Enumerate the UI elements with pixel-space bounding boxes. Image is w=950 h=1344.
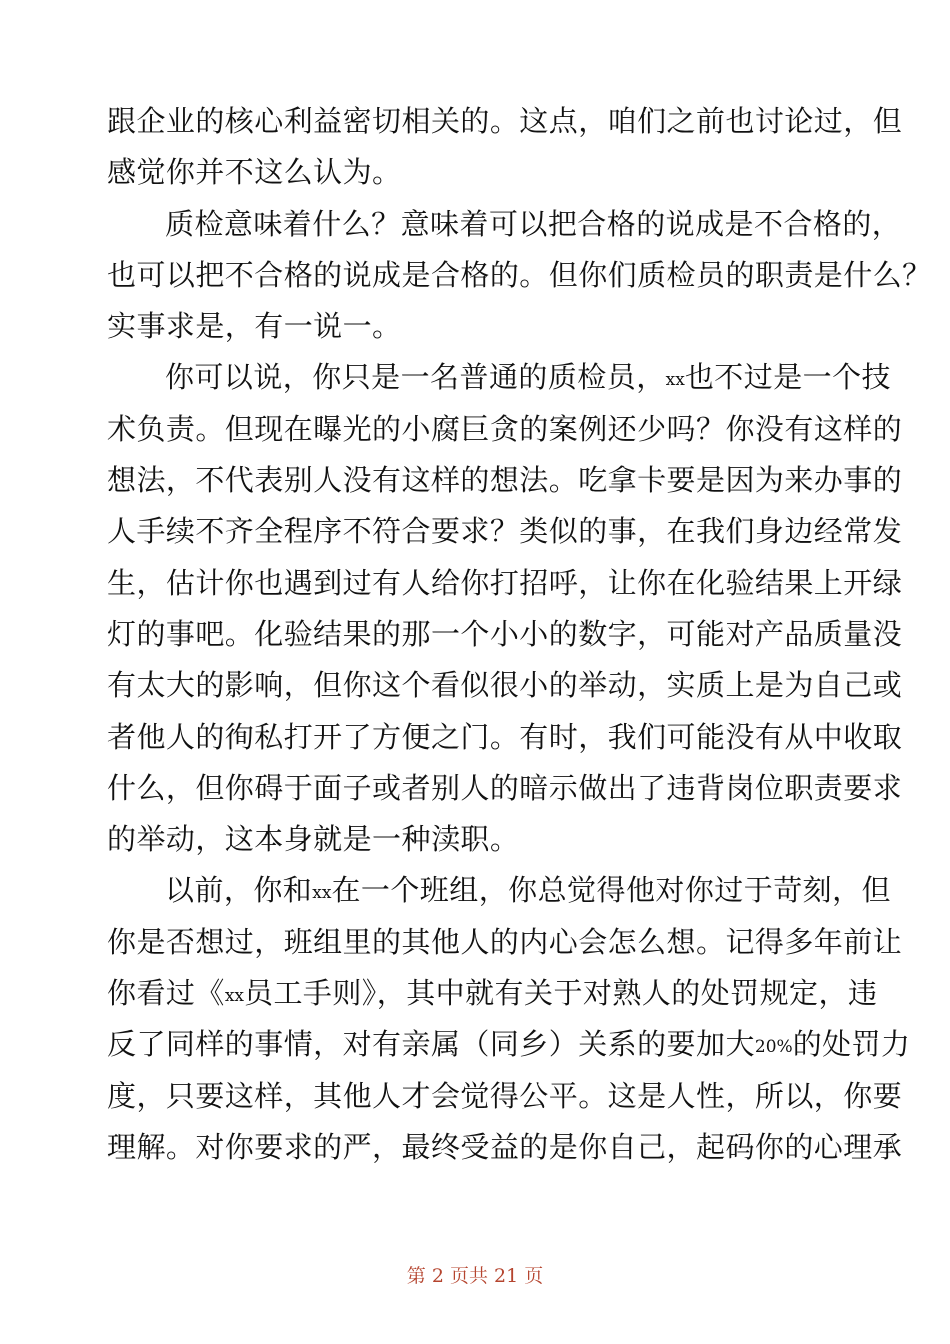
text-line: 反了同样的事情，对有亲属（同乡）关系的要加大20%的处罚力 [107,1027,911,1062]
inline-small-text: xx [312,883,332,904]
text-line: 你可以说，你只是一名普通的质检员，xx也不过是一个技 [165,360,891,395]
text-line: 灯的事吧。化验结果的那一个小小的数字，可能对产品质量没 [107,616,903,651]
text-line: 术负责。但现在曝光的小腐巨贪的案例还少吗？你没有这样的 [107,411,903,446]
text-line: 的举动，这本身就是一种渎职。 [107,822,520,857]
text-line: 实事求是，有一说一。 [107,309,402,344]
text-line: 也可以把不合格的说成是合格的。但你们质检员的职责是什么？ [107,257,932,292]
text-line: 度，只要这样，其他人才会觉得公平。这是人性，所以，你要 [107,1078,903,1113]
text-line: 有太大的影响，但你这个看似很小的举动，实质上是为自己或 [107,668,903,703]
text-line: 理解。对你要求的严，最终受益的是你自己，起码你的心理承 [107,1129,903,1164]
page-footer: 第 2 页共 21 页 [406,1265,544,1287]
text-line: 你看过《xx员工手则》，其中就有关于对熟人的处罚规定，违 [107,976,878,1011]
inline-small-text: 20% [754,1037,793,1058]
text-line: 感觉你并不这么认为。 [107,155,402,190]
text-line: 人手续不齐全程序不符合要求？类似的事，在我们身边经常发 [107,514,903,549]
text-line: 生，估计你也遇到过有人给你打招呼，让你在化验结果上开绿 [107,565,903,600]
text-line: 你是否想过，班组里的其他人的内心会怎么想。记得多年前让 [107,924,903,959]
inline-small-text: xx [224,986,244,1007]
text-line: 跟企业的核心利益密切相关的。这点，咱们之前也讨论过，但 [107,104,903,138]
text-line: 者他人的徇私打开了方便之门。有时，我们可能没有从中收取 [107,719,903,754]
text-line: 以前，你和xx在一个班组，你总觉得他对你过于苛刻，但 [165,873,892,908]
text-line: 什么，但你碍于面子或者别人的暗示做出了违背岗位职责要求 [107,770,903,805]
text-line: 质检意味着什么？意味着可以把合格的说成是不合格的， [165,206,902,241]
text-line: 想法，不代表别人没有这样的想法。吃拿卡要是因为来办事的 [107,463,903,498]
inline-small-text: xx [665,370,685,391]
document-body [107,104,932,1182]
